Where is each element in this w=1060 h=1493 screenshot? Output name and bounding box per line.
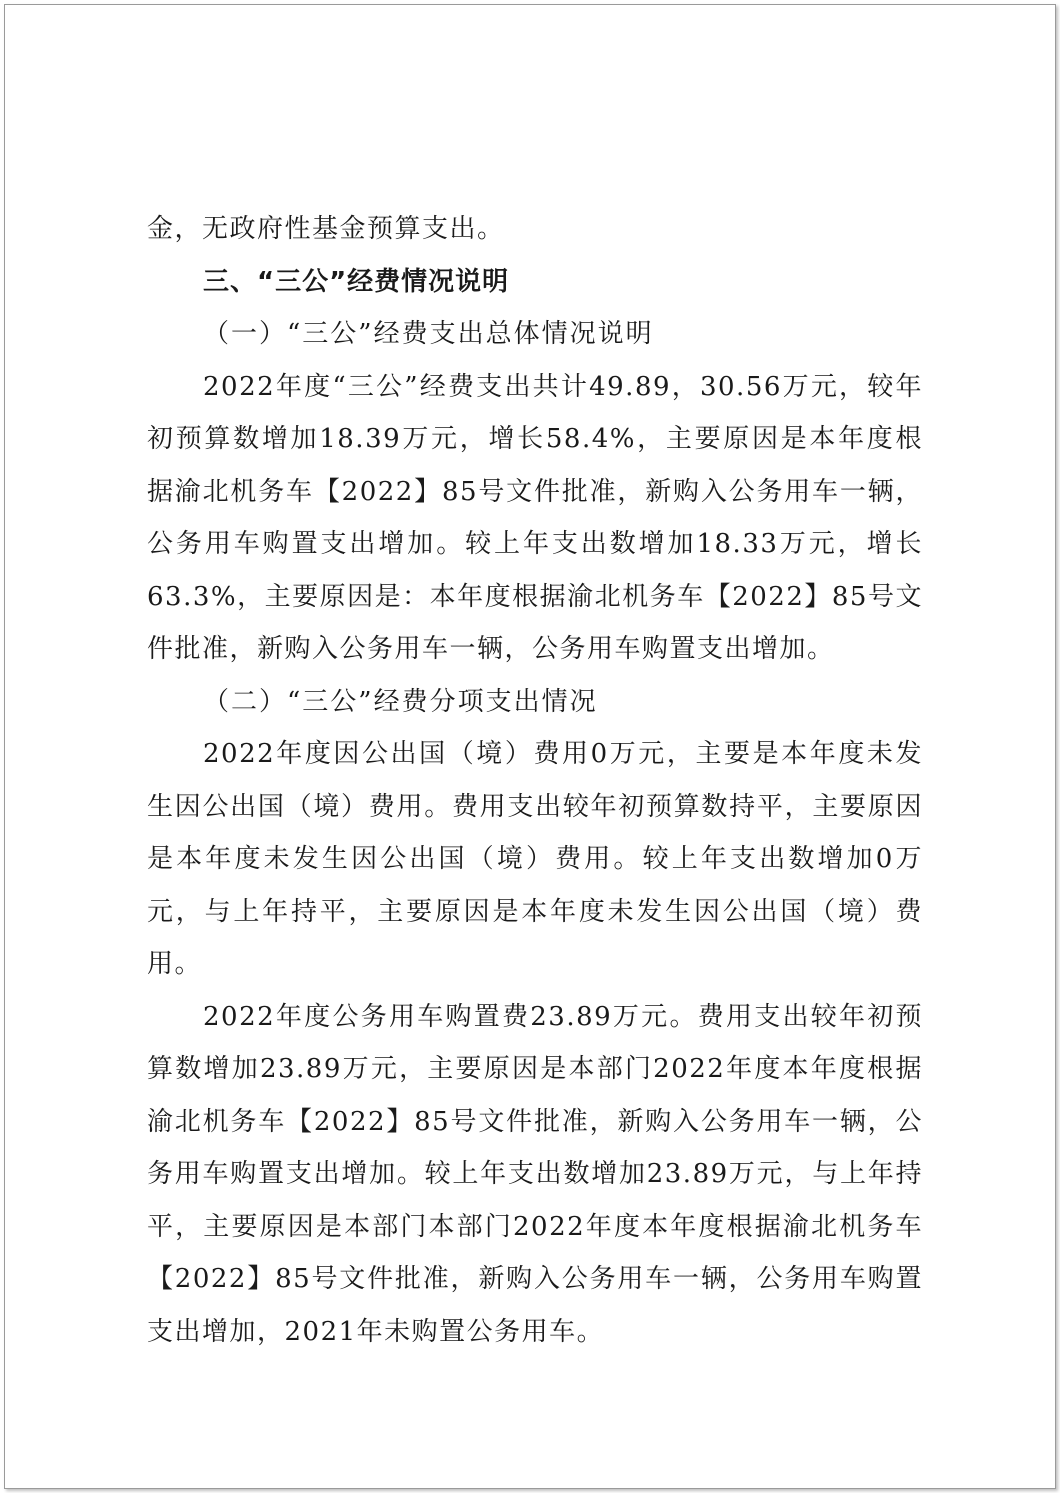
subsection-2-title: （二）“三公”经费分项支出情况	[203, 686, 598, 717]
section-title: 三、“三公”经费情况说明	[203, 266, 510, 297]
subsection-2-paragraph-2: 2022年度公务用车购置费23.89万元。费用支出较年初预算数增加23.89万元，主要原因是本部门2022年度本年度根据渝北机务车【2022】85号文件批准，新购入公务用车一辆，公务用车购置支出增加。较上年支出数增加23.89万元，与上年持平，主要原因是本部门本部门2022年度本年度根据渝北机务车【2022】85号文件批准，新购入公务用车一辆，公务用车购置支出增加，2021年未购置公务用车。	[147, 1001, 923, 1347]
page-content	[147, 203, 923, 1358]
document-page	[4, 4, 1056, 1489]
continuation-paragraph: 金，无政府性基金预算支出。	[147, 214, 505, 244]
subsection-2-paragraph-1: 2022年度因公出国（境）费用0万元，主要是本年度未发生因公出国（境）费用。费用支出较年初预算数持平，主要原因是本年度未发生因公出国（境）费用。较上年支出数增加0万元，与上年持平，主要原因是本年度未发生因公出国（境）费用。	[147, 739, 923, 979]
subsection-1-paragraph: 2022年度“三公”经费支出共计49.89，30.56万元，较年初预算数增加18.39万元，增长58.4%，主要原因是本年度根据渝北机务车【2022】85号文件批准，新购入公务用车一辆，公务用车购置支出增加。较上年支出数增加18.33万元，增长63.3%，主要原因是：本年度根据渝北机务车【2022】85号文件批准，新购入公务用车一辆，公务用车购置支出增加。	[147, 371, 923, 664]
subsection-1-title: （一）“三公”经费支出总体情况说明	[203, 319, 654, 349]
